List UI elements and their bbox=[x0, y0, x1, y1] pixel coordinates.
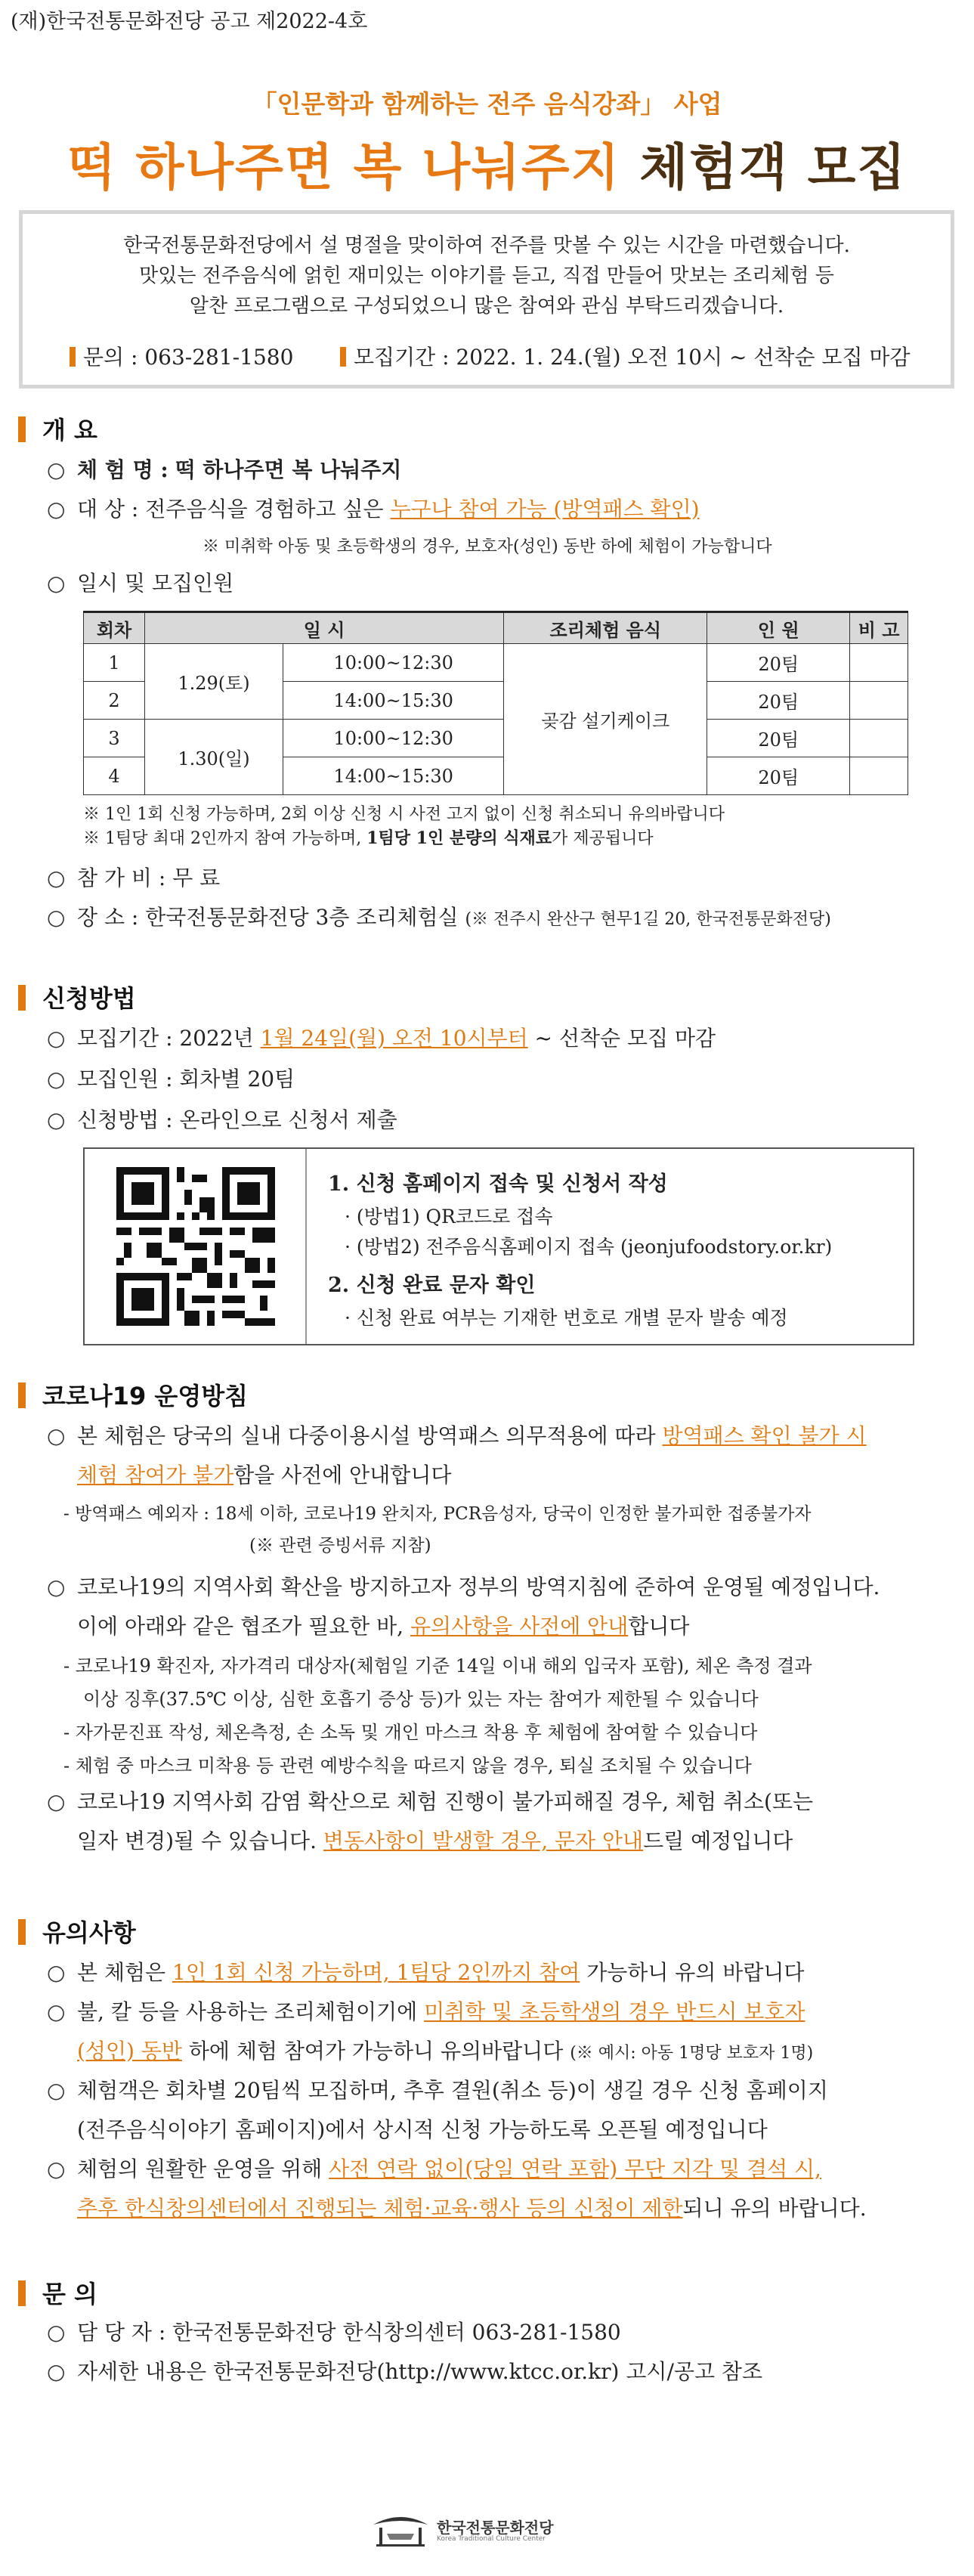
section-bar-icon bbox=[18, 2280, 26, 2306]
circle-bullet-icon: ○ bbox=[47, 457, 66, 482]
table-cell-remark bbox=[850, 720, 908, 757]
main-title bbox=[0, 127, 974, 199]
table-cell-people: 20팀 bbox=[707, 682, 850, 720]
circle-bullet-icon: ○ bbox=[47, 1789, 66, 1814]
schedule-table bbox=[83, 611, 908, 795]
table-cell-no: 4 bbox=[84, 757, 145, 795]
section-heading-text: 개 요 bbox=[42, 416, 97, 444]
caution-text: 체험의 원활한 운영을 위해 bbox=[77, 2156, 329, 2181]
covid-text: 본 체험은 당국의 실내 다중이용시설 방역패스 의무적용에 따라 bbox=[77, 1423, 663, 1448]
table-cell-no: 3 bbox=[84, 720, 145, 757]
people-text: 모집인원 : 회차별 20팀 bbox=[77, 1067, 295, 1091]
period-rest: ~ 선착순 모집 마감 bbox=[527, 1026, 716, 1051]
section-heading-inquiry bbox=[18, 2275, 97, 2310]
step1-method1: · (방법1) QR코드로 접속 bbox=[345, 1206, 553, 1228]
caution-4-cont bbox=[77, 2192, 867, 2222]
table-cell-time: 10:00~12:30 bbox=[283, 720, 504, 757]
application-method bbox=[47, 1104, 397, 1134]
overview-target bbox=[47, 493, 700, 523]
table-cell-time: 14:00~15:30 bbox=[283, 682, 504, 720]
caution-highlight: 미취학 및 초등학생의 경우 반드시 보호자 bbox=[424, 1999, 805, 2024]
method-text: 신청방법 : 온라인으로 신청서 제출 bbox=[77, 1107, 397, 1132]
table-cell-no: 1 bbox=[84, 644, 145, 682]
circle-bullet-icon: ○ bbox=[47, 905, 66, 930]
caution-text: 체험객은 회차별 20팀씩 모집하며, 추후 결원(취소 등)이 생길 경우 신청 홈페이지 bbox=[77, 2078, 828, 2103]
caution-highlight: 사전 연락 없이(당일 연락 포함) 무단 지각 및 결석 시, bbox=[329, 2156, 821, 2181]
circle-bullet-icon: ○ bbox=[47, 1107, 66, 1132]
place-label: 장 소 : bbox=[77, 905, 139, 930]
table-row bbox=[84, 644, 908, 682]
circle-bullet-icon: ○ bbox=[47, 2078, 66, 2103]
intro-box bbox=[19, 210, 954, 389]
section-heading-caution bbox=[18, 1914, 136, 1949]
overview-schedule-label bbox=[47, 567, 233, 597]
section-heading-application bbox=[18, 980, 136, 1014]
period-text: 모집기간 : 2022. 1. 24.(월) 오전 10시 ~ 선착순 모집 마감 bbox=[354, 345, 911, 370]
circle-bullet-icon: ○ bbox=[47, 1026, 66, 1051]
caution-1 bbox=[47, 1956, 804, 1986]
note2-bold: 1팀당 1인 분량의 식재료 bbox=[366, 828, 552, 848]
caution-text: 본 체험은 bbox=[77, 1960, 172, 1985]
table-cell-people: 20팀 bbox=[707, 757, 850, 795]
table-header: 비 고 bbox=[850, 612, 908, 644]
caution-highlight: 1인 1회 신청 가능하며, 1팀당 2인까지 참여 bbox=[172, 1960, 580, 1985]
apply-divider bbox=[305, 1149, 307, 1344]
covid-restriction-cont: 이상 징후(37.5℃ 이상, 심한 호흡기 증상 등)가 있는 자는 참여가 제한될 수 있습니다 bbox=[83, 1689, 759, 1710]
section-bar-icon bbox=[18, 416, 26, 442]
section-heading-text: 유의사항 bbox=[42, 1918, 136, 1947]
fee-value: 무 료 bbox=[172, 865, 221, 890]
caution-3-cont: (전주음식이야기 홈페이지)에서 상시적 신청 가능하도록 오픈될 예정입니다 bbox=[77, 2117, 768, 2142]
step1-title: 1. 신청 홈페이지 접속 및 신청서 작성 bbox=[328, 1172, 668, 1196]
caution-text: 되니 유의 바랍니다. bbox=[682, 2196, 867, 2221]
intro-text bbox=[23, 231, 951, 321]
caution-highlight: 추후 한식창의센터에서 진행되는 체험·교육·행사 등의 신청이 제한 bbox=[77, 2196, 683, 2221]
covid-highlight: 변동사항이 발생할 경우, 문자 안내 bbox=[323, 1828, 644, 1853]
caution-text: 가능하니 유의 바랍니다 bbox=[580, 1960, 805, 1985]
table-cell-people: 20팀 bbox=[707, 720, 850, 757]
circle-bullet-icon: ○ bbox=[47, 1067, 66, 1091]
covid-p1-cont bbox=[77, 1459, 451, 1489]
covid-text: 함을 사전에 안내합니다 bbox=[233, 1463, 452, 1488]
caution-4 bbox=[47, 2153, 821, 2183]
intro-line: 한국전통문화전당에서 설 명절을 맞이하여 전주를 맛볼 수 있는 시간을 마련했습니다. bbox=[123, 234, 850, 257]
covid-text: 합니다 bbox=[628, 1614, 690, 1639]
caution-2-cont bbox=[77, 2035, 813, 2065]
step1-method2[interactable]: · (방법2) 전주음식홈페이지 접속 (jeonjufoodstory.or.kr) bbox=[345, 1236, 833, 1258]
table-header: 인 원 bbox=[707, 612, 850, 644]
table-cell-date: 1.30(일) bbox=[145, 720, 283, 795]
covid-text: 일자 변경)될 수 있습니다. bbox=[77, 1828, 323, 1853]
covid-exception: - 방역패스 예외자 : 18세 이하, 코로나19 완치자, PCR음성자, 당국이 인정한 불가피한 접종불가자 bbox=[63, 1504, 812, 1524]
fee-label: 참 가 비 : bbox=[77, 865, 166, 890]
intro-contact bbox=[70, 341, 293, 371]
footer-org-name: 한국전통문화전당 bbox=[437, 2519, 554, 2537]
period-label: 모집기간 : 2022년 bbox=[77, 1026, 261, 1051]
table-cell-date: 1.29(토) bbox=[145, 644, 283, 720]
covid-text: 코로나19의 지역사회 확산을 방지하고자 정부의 방역지침에 준하여 운영될 예정입니다. bbox=[77, 1574, 880, 1599]
note2-text: ※ 1팀당 최대 2인까지 참여 가능하며, bbox=[83, 829, 367, 848]
caution-text: 불, 칼 등을 사용하는 조리체험이기에 bbox=[77, 1999, 425, 2024]
section-bar-icon bbox=[18, 1919, 26, 1945]
section-heading-covid bbox=[18, 1377, 248, 1412]
circle-bullet-icon: ○ bbox=[47, 1960, 66, 1985]
overview-place bbox=[47, 901, 831, 931]
name-label: 체 험 명 : bbox=[77, 457, 169, 482]
covid-highlight: 방역패스 확인 불가 시 bbox=[662, 1423, 867, 1448]
table-cell-no: 2 bbox=[84, 682, 145, 720]
covid-restriction: - 코로나19 확진자, 자가격리 대상자(체험일 기준 14일 이내 해외 입국자 포함), 체온 측정 결과 bbox=[63, 1655, 812, 1677]
caution-2 bbox=[47, 1995, 805, 2026]
circle-bullet-icon: ○ bbox=[47, 1999, 66, 2024]
inquiry-text: 담 당 자 : 한국전통문화전당 한식창의센터 063-281-1580 bbox=[77, 2320, 621, 2345]
covid-p2-cont bbox=[77, 1610, 689, 1640]
table-header: 회차 bbox=[84, 612, 145, 644]
table-cell-remark bbox=[850, 682, 908, 720]
main-title-part1: 떡 하나주면 복 나눠주지 bbox=[66, 138, 640, 197]
covid-text: 이에 아래와 같은 협조가 필요한 바, bbox=[77, 1614, 410, 1639]
circle-bullet-icon: ○ bbox=[47, 1423, 66, 1448]
overview-name bbox=[47, 454, 401, 484]
table-header: 조리체험 음식 bbox=[504, 612, 707, 644]
place-note: (※ 전주시 완산구 현무1길 20, 한국전통문화전당) bbox=[465, 910, 831, 929]
qr-code-icon[interactable] bbox=[116, 1167, 275, 1326]
section-bar-icon bbox=[18, 985, 26, 1011]
caution-3 bbox=[47, 2074, 828, 2104]
target-note: ※ 미취학 아동 및 초등학생의 경우, 보호자(성인) 동반 하에 체험이 가능합니다 bbox=[203, 537, 772, 556]
covid-text: 드릴 예정입니다 bbox=[643, 1828, 793, 1853]
section-heading-text: 문 의 bbox=[42, 2280, 97, 2308]
overview-fee bbox=[47, 862, 220, 892]
table-header: 일 시 bbox=[145, 612, 504, 644]
target-highlight: 누구나 참여 가능 (방역패스 확인) bbox=[390, 497, 700, 522]
bullet-bar-icon bbox=[70, 347, 76, 367]
covid-rule: - 자가문진표 작성, 체온측정, 손 소독 및 개인 마스크 착용 후 체험에 참여할 수 있습니다 bbox=[63, 1722, 758, 1743]
covid-p2 bbox=[47, 1571, 880, 1601]
table-row bbox=[84, 720, 908, 757]
caution-example: (※ 예시: 아동 1명당 보호자 1명) bbox=[570, 2044, 814, 2063]
caution-highlight: (성인) 동반 bbox=[77, 2039, 182, 2064]
section-bar-icon bbox=[18, 1382, 26, 1408]
circle-bullet-icon: ○ bbox=[47, 2320, 66, 2345]
main-title-part2: 체험객 모집 bbox=[639, 138, 908, 197]
ktcc-logo-icon bbox=[370, 2511, 431, 2549]
bullet-bar-icon bbox=[340, 347, 346, 367]
section-heading-text: 코로나19 운영방침 bbox=[42, 1382, 249, 1410]
step2-desc: · 신청 완료 여부는 기재한 번호로 개별 문자 발송 예정 bbox=[345, 1307, 788, 1329]
inquiry-text[interactable]: 자세한 내용은 한국전통문화전당(http://www.ktcc.or.kr) 고시/공고 참조 bbox=[77, 2359, 762, 2384]
footer-org-eng: Korea Traditional Culture Center bbox=[437, 2535, 546, 2543]
application-people bbox=[47, 1063, 295, 1093]
covid-text: 코로나19 지역사회 감염 확산으로 체험 진행이 불가피해질 경우, 체험 취소(또는 bbox=[77, 1789, 814, 1814]
section-heading-overview bbox=[18, 411, 97, 446]
notice-number: (재)한국전통문화전당 공고 제2022-4호 bbox=[11, 10, 368, 33]
inquiry-manager bbox=[47, 2316, 621, 2346]
note2-text: 가 제공됩니다 bbox=[552, 829, 654, 848]
covid-highlight: 유의사항을 사전에 안내 bbox=[410, 1614, 629, 1639]
intro-line: 맛있는 전주음식에 얽힌 재미있는 이야기를 듣고, 직접 만들어 맛보는 조리체험 등 bbox=[139, 265, 834, 287]
circle-bullet-icon: ○ bbox=[47, 1574, 66, 1599]
circle-bullet-icon: ○ bbox=[47, 497, 66, 522]
table-cell-time: 10:00~12:30 bbox=[283, 644, 504, 682]
application-period bbox=[47, 1022, 716, 1052]
apply-box bbox=[83, 1147, 914, 1345]
covid-rule: - 체험 중 마스크 미착용 등 관련 예방수칙을 따르지 않을 경우, 퇴실 조치될 수 있습니다 bbox=[63, 1755, 752, 1776]
intro-period bbox=[340, 341, 911, 371]
schedule-note-2 bbox=[83, 825, 654, 849]
circle-bullet-icon: ○ bbox=[47, 865, 66, 890]
place-value: 한국전통문화전당 3층 조리체험실 bbox=[145, 905, 459, 930]
circle-bullet-icon: ○ bbox=[47, 2359, 66, 2384]
target-label: 대 상 : bbox=[77, 497, 139, 522]
table-cell-people: 20팀 bbox=[707, 644, 850, 682]
step2-title: 2. 신청 완료 문자 확인 bbox=[328, 1274, 536, 1297]
contact-text: 문의 : 063-281-1580 bbox=[83, 345, 294, 370]
covid-highlight: 체험 참여가 불가 bbox=[77, 1463, 234, 1488]
table-header-row bbox=[84, 612, 908, 644]
period-highlight: 1월 24일(월) 오전 10시부터 bbox=[260, 1026, 528, 1051]
table-cell-food: 곶감 설기케이크 bbox=[504, 644, 707, 795]
table-cell-time: 14:00~15:30 bbox=[283, 757, 504, 795]
table-cell-remark bbox=[850, 644, 908, 682]
inquiry-details bbox=[47, 2355, 762, 2386]
covid-p3-cont bbox=[77, 1825, 793, 1855]
caution-text: 하에 체험 참여가 가능하니 유의바랍니다 bbox=[181, 2039, 570, 2064]
footer-logo bbox=[370, 2508, 604, 2553]
sub-title: 「인문학과 함께하는 전주 음식강좌」 사업 bbox=[252, 89, 722, 119]
schedule-note-1: ※ 1인 1회 신청 가능하며, 2회 이상 신청 시 사전 고지 없이 신청 취소되니 유의바랍니다 bbox=[83, 805, 725, 824]
circle-bullet-icon: ○ bbox=[47, 571, 66, 596]
covid-p3 bbox=[47, 1785, 813, 1816]
intro-line: 알찬 프로그램으로 구성되었으니 많은 참여와 관심 부탁드리겠습니다. bbox=[189, 295, 784, 317]
table-cell-remark bbox=[850, 757, 908, 795]
schedule-label: 일시 및 모집인원 bbox=[77, 571, 234, 596]
circle-bullet-icon: ○ bbox=[47, 2156, 66, 2181]
covid-exception-note: (※ 관련 증빙서류 지참) bbox=[249, 1536, 431, 1556]
target-value: 전주음식을 경험하고 싶은 bbox=[145, 497, 391, 522]
name-value: 떡 하나주면 복 나눠주지 bbox=[175, 457, 402, 482]
section-heading-text: 신청방법 bbox=[42, 984, 136, 1013]
covid-p1 bbox=[47, 1420, 867, 1450]
